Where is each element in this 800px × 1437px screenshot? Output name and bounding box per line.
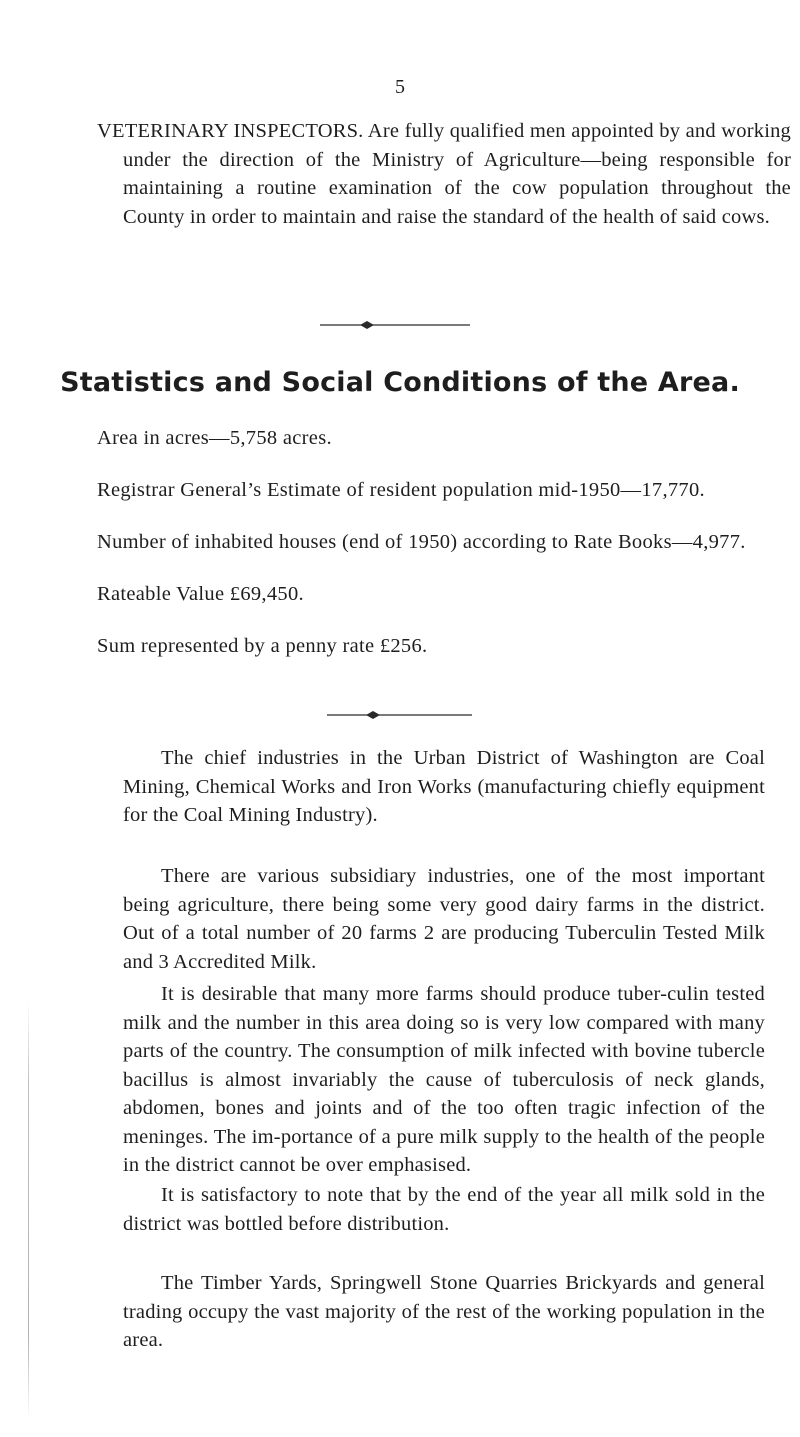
industries-divider: [327, 710, 472, 720]
chief-industries-paragraph: The chief industries in the Urban District of Washington are Coal Mining, Chemical Works and Iron Works (manufacturing chiefly equipment for the Coal Mining Industry).: [123, 747, 765, 826]
tuberculin-milk-paragraph: It is desirable that many more farms should produce tuber-culin tested milk and the number in this area doing so is very low compared with many parts of the country. The consumption of milk infected with bovine tubercle bacillus is almost invariably the cause of tuberculosis of neck glands, abdomen, bones and joints and of the too often tragic infection of the meninges. The im-portance of a pure milk supply to the health of the people in the district cannot be over emphasised.: [123, 983, 765, 1176]
stat-area: Area in acres—5,758 acres.: [97, 427, 332, 449]
subsidiary-industries-paragraph: There are various subsidiary industries, one of the most important being agriculture, there being some very good dairy farms in the district. Out of a total number of 20 farms 2 are producing Tuberculin Tested Milk and 3 Accredited Milk.: [123, 865, 765, 973]
veterinary-inspectors-paragraph: VETERINARY INSPECTORS. Are fully qualified men appointed by and working under the direction of the Ministry of Agriculture—being responsible for maintaining a routine examination of the cow population throughout the County in order to maintain and raise the standard of the health of said cows.: [97, 120, 791, 228]
stat-rateable-value: Rateable Value £69,450.: [97, 583, 304, 605]
stat-houses: Number of inhabited houses (end of 1950) according to Rate Books—4,977.: [97, 531, 746, 553]
scan-edge-mark: [28, 1000, 29, 1420]
page-number: 5: [395, 76, 405, 98]
section-divider: [320, 320, 470, 330]
stat-penny-rate: Sum represented by a penny rate £256.: [97, 635, 428, 657]
section-title: Statistics and Social Conditions of the Area.: [60, 367, 740, 398]
stat-population: Registrar General’s Estimate of resident population mid-1950—17,770.: [97, 479, 705, 501]
bottled-milk-paragraph: It is satisfactory to note that by the end of the year all milk sold in the district was bottled before distribution.: [123, 1184, 765, 1235]
working-population-paragraph: The Timber Yards, Springwell Stone Quarries Brickyards and general trading occupy the vast majority of the rest of the working population in the area.: [123, 1272, 765, 1351]
